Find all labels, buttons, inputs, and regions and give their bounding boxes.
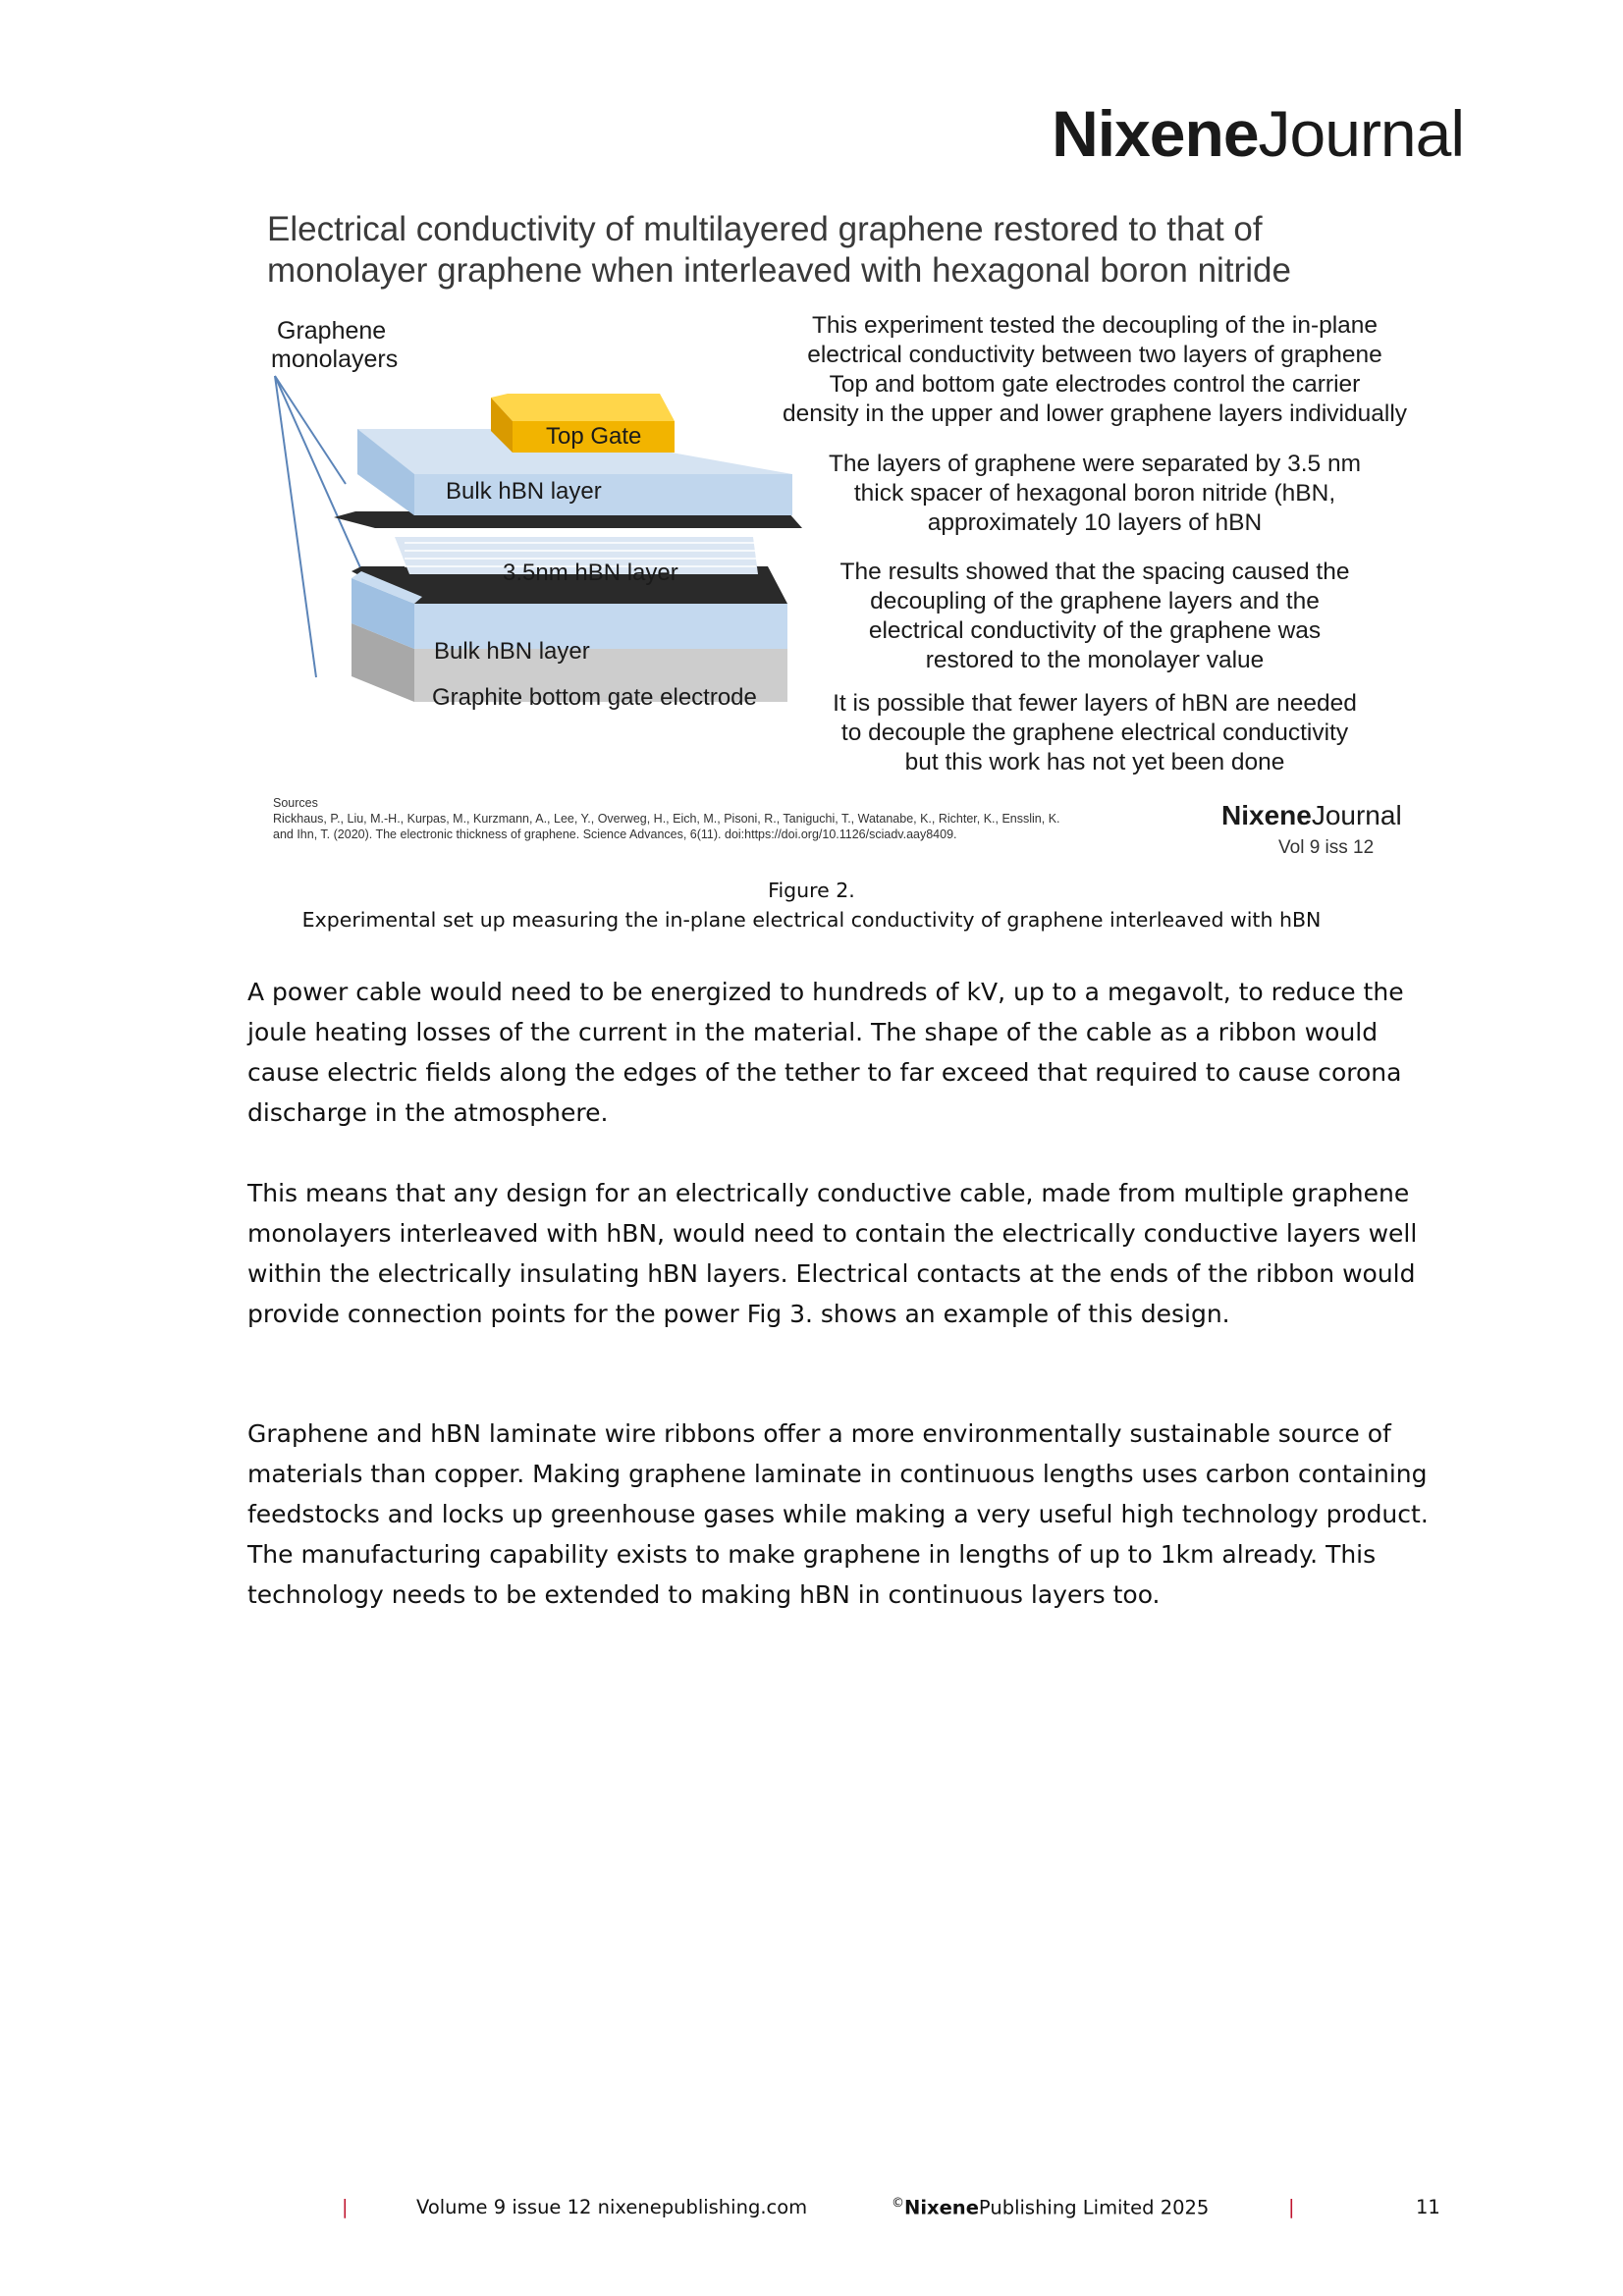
bulk-hbn-top-label: Bulk hBN layer	[446, 478, 602, 505]
sources-line: and Ihn, T. (2020). The electronic thickness of graphene. Science Advances, 6(11). doi:https://doi.org/10.1126/sciadv.aay8409.	[273, 828, 957, 841]
note-line: approximately 10 layers of hBN	[927, 509, 1263, 536]
note-line: but this work has not yet been done	[904, 749, 1285, 775]
caption-text: Experimental set up measuring the in-plane electrical conductivity of graphene interleaved with hBN	[301, 908, 1322, 932]
note-2	[756, 450, 1434, 538]
note-line: The results showed that the spacing caused the	[839, 559, 1350, 585]
logo-regular: Journal	[1258, 97, 1464, 170]
page-number: 11	[1416, 2196, 1440, 2218]
note-4	[756, 689, 1434, 777]
figure-caption	[0, 876, 1623, 934]
figure-sources	[273, 795, 1216, 842]
sources-heading: Sources	[273, 796, 318, 810]
logo-bold: Nixene	[1052, 97, 1259, 170]
figure-logo-bold: Nixene	[1221, 800, 1312, 830]
figure-title-line-1: Electrical conductivity of multilayered graphene restored to that of	[267, 210, 1263, 248]
footer-divider-left: |	[342, 2196, 349, 2218]
top-gate-top	[491, 394, 675, 421]
spacer-label: 3.5nm hBN layer	[503, 560, 678, 586]
journal-logo	[1052, 96, 1464, 171]
bottom-gate-label: Graphite bottom gate electrode	[432, 684, 757, 711]
note-1	[756, 311, 1434, 429]
copyright-symbol: ©	[892, 2196, 904, 2211]
paragraph-3: Graphene and hBN laminate wire ribbons offer a more environmentally sustainable source of materials than copper. Making graphene laminate in continuous lengths uses carbon containing feedstocks and locks up greenhouse gases while making a very useful high technology product. The manufacturing capability exists to make graphene in lengths of up to 1km already. This technology needs to be extended to making hBN in continuous layers too.	[247, 1419, 1429, 1609]
figure-volume: Vol 9 iss 12	[1278, 837, 1375, 858]
caption-label: Figure 2.	[768, 879, 855, 902]
paragraph-2: This means that any design for an electrically conductive cable, made from multiple graphene monolayers interleaved with hBN, would need to contain the electrically conductive layers well within the electrically insulating hBN layers. Electrical contacts at the ends of the ribbon would provide connection points for the power Fig 3. shows an example of this design.	[247, 1179, 1418, 1328]
footer-divider-right: |	[1288, 2196, 1295, 2218]
note-line: density in the upper and lower graphene layers individually	[782, 400, 1408, 427]
note-line: This experiment tested the decoupling of the in-plane	[811, 312, 1379, 339]
note-line: restored to the monolayer value	[925, 647, 1265, 673]
figure-title-line-2: monolayer graphene when interleaved with hexagonal boron nitride	[267, 251, 1291, 290]
note-line: electrical conductivity of the graphene was	[868, 617, 1322, 644]
note-line: electrical conductivity between two layers of graphene	[807, 342, 1382, 368]
publisher-bold: Nixene	[904, 2196, 979, 2219]
paragraph-1: A power cable would need to be energized to hundreds of kV, up to a megavolt, to reduce the joule heating losses of the current in the material. The shape of the cable as a ribbon would cause electric fields along the edges of the tether to far exceed that required to cause corona discharge in the atmosphere.	[247, 978, 1404, 1127]
top-gate-label: Top Gate	[546, 423, 642, 450]
graphene-label-line-1: Graphene	[277, 317, 387, 345]
bulk-hbn-bottom-label: Bulk hBN layer	[434, 638, 590, 665]
figure-2	[257, 201, 1435, 864]
note-3	[756, 558, 1434, 675]
note-line: to decouple the graphene electrical conductivity	[840, 720, 1349, 746]
figure-logo	[1221, 800, 1402, 831]
pointer-line	[275, 376, 346, 484]
note-line: It is possible that fewer layers of hBN are needed	[833, 690, 1357, 717]
note-line: thick spacer of hexagonal boron nitride (hBN,	[853, 480, 1336, 507]
note-line: decoupling of the graphene layers and the	[870, 588, 1320, 614]
footer-copyright	[892, 2196, 1209, 2219]
graphene-label-line-2: monolayers	[271, 346, 399, 373]
publisher-rest: Publishing Limited 2025	[978, 2196, 1210, 2219]
note-line: Top and bottom gate electrodes control the carrier	[829, 371, 1361, 398]
note-line: The layers of graphene were separated by 3.5 nm	[828, 451, 1362, 477]
sources-line: Rickhaus, P., Liu, M.-H., Kurpas, M., Kurzmann, A., Lee, Y., Overweg, H., Eich, M., Pisoni, R., Taniguchi, T., Watanabe, K., Richter, K., Ensslin, K.	[273, 812, 1060, 826]
footer-volume: Volume 9 issue 12 nixenepublishing.com	[416, 2196, 808, 2218]
figure-logo-regular: Journal	[1311, 800, 1402, 830]
